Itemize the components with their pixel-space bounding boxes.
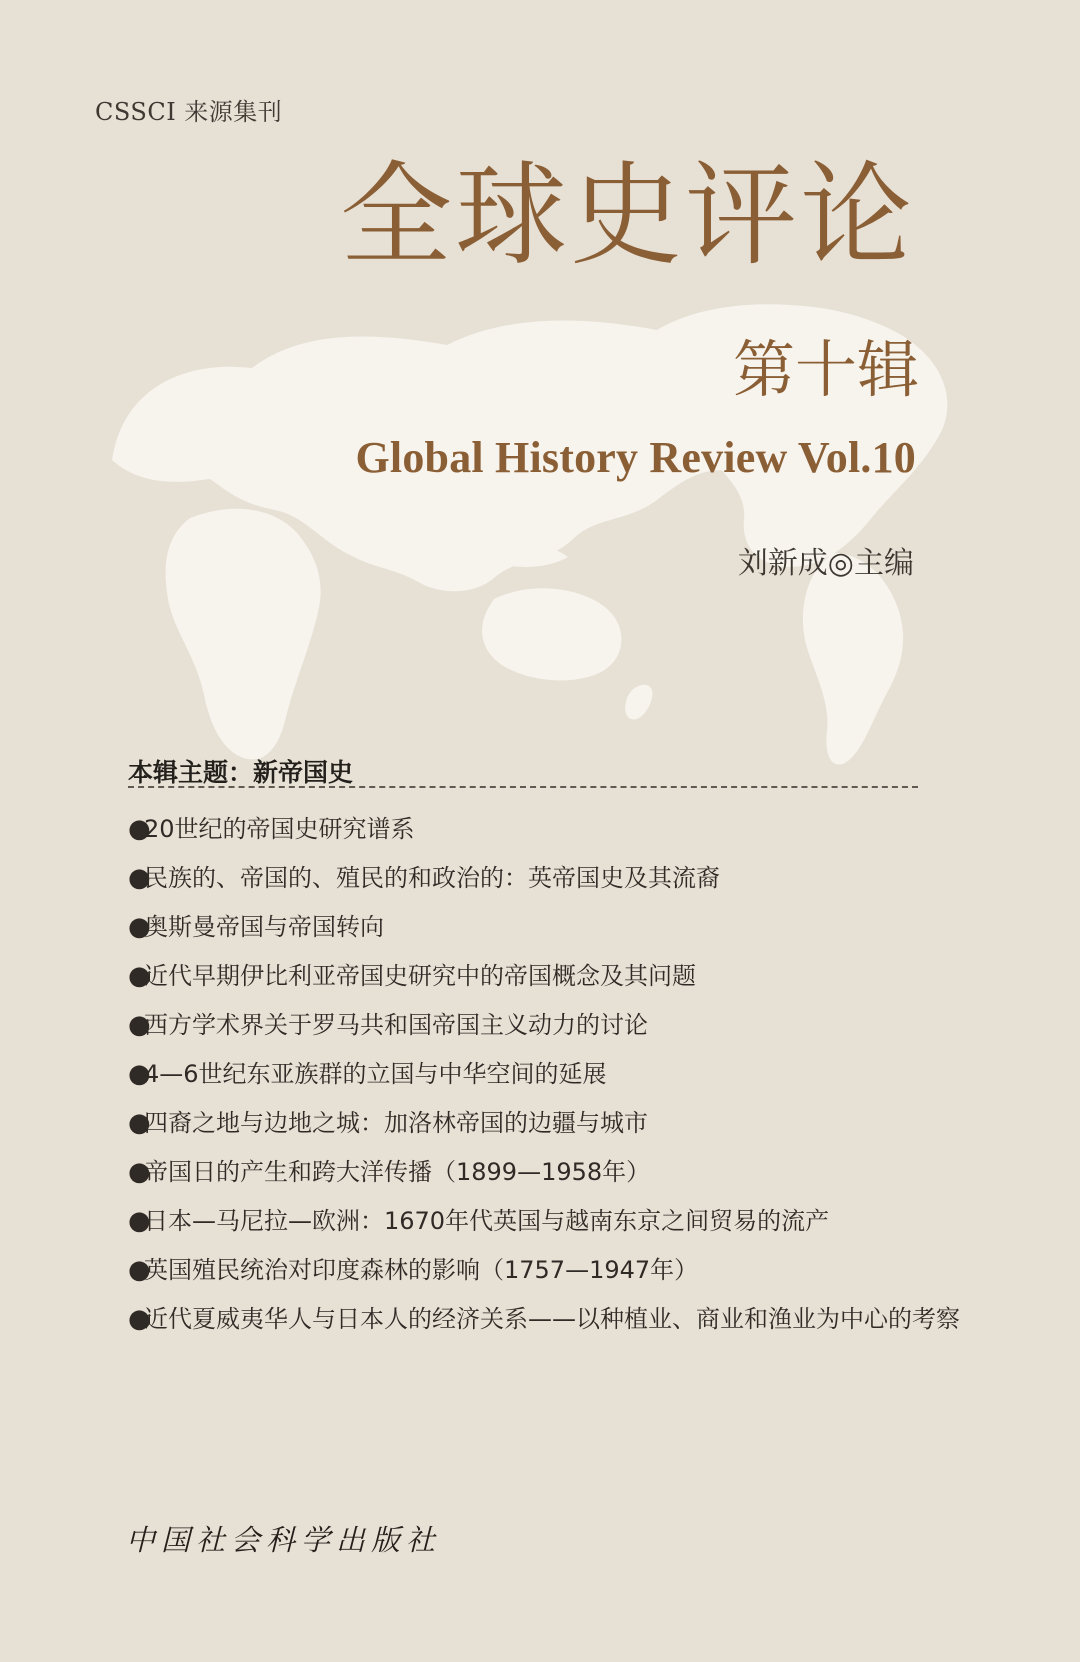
volume-label: 第十辑 (732, 333, 919, 406)
content-item-3 (128, 913, 960, 962)
chinese-journal-title: 全球史评论 (340, 151, 915, 281)
new-zealand-islands (625, 685, 652, 720)
content-item-text: 日本—马尼拉—欧洲：1670年代英国与越南东京之间贸易的流产 (144, 1207, 830, 1235)
bullet-icon: ● (128, 1255, 151, 1285)
content-item-text: 近代夏威夷华人与日本人的经济关系——以种植业、商业和渔业为中心的考察 (144, 1305, 960, 1333)
content-item-text: 民族的、帝国的、殖民的和政治的：英帝国史及其流裔 (144, 864, 720, 892)
content-item-text: 4—6世纪东亚族群的立国与中华空间的延展 (144, 1060, 607, 1088)
content-item-9 (128, 1207, 960, 1256)
content-item-8 (128, 1158, 960, 1207)
bullet-icon: ● (128, 912, 151, 942)
theme-divider (128, 786, 918, 788)
journal-index-label: CSSCI 来源集刊 (95, 98, 283, 126)
content-item-text: 近代早期伊比利亚帝国史研究中的帝国概念及其问题 (144, 962, 696, 990)
bullet-icon: ● (128, 863, 151, 893)
content-item-text: 奥斯曼帝国与帝国转向 (144, 913, 384, 941)
editor-credit: 刘新成◎主编 (737, 546, 914, 581)
bullet-icon: ● (128, 1059, 151, 1089)
content-item-7 (128, 1109, 960, 1158)
issue-theme-label: 本辑主题：新帝国史 (128, 758, 354, 787)
bullet-icon: ● (128, 1304, 151, 1334)
content-item-text: 英国殖民统治对印度森林的影响（1757—1947年） (144, 1256, 699, 1284)
content-item-5 (128, 1011, 960, 1060)
australia-landmass (482, 588, 621, 680)
content-item-text: 四裔之地与边地之城：加洛林帝国的边疆与城市 (144, 1109, 648, 1137)
content-item-6 (128, 1060, 960, 1109)
bullet-icon: ● (128, 1206, 151, 1236)
content-item-11 (128, 1305, 960, 1354)
content-item-10 (128, 1256, 960, 1305)
bullet-icon: ● (128, 1010, 151, 1040)
english-journal-title: Global History Review Vol.10 (355, 433, 916, 482)
table-of-contents (128, 815, 960, 1354)
bullet-icon: ● (128, 814, 151, 844)
bullet-icon: ● (128, 1108, 151, 1138)
bullet-icon: ● (128, 1157, 151, 1187)
africa-landmass (166, 509, 321, 760)
content-item-1 (128, 815, 960, 864)
bullet-icon: ● (128, 961, 151, 991)
content-item-text: 20世纪的帝国史研究谱系 (144, 815, 415, 843)
content-item-2 (128, 864, 960, 913)
south-america-landmass (803, 553, 903, 765)
content-item-4 (128, 962, 960, 1011)
content-item-text: 西方学术界关于罗马共和国帝国主义动力的讨论 (144, 1011, 648, 1039)
publisher-name: 中国社会科学出版社 (126, 1523, 442, 1557)
content-item-text: 帝国日的产生和跨大洋传播（1899—1958年） (144, 1158, 651, 1186)
